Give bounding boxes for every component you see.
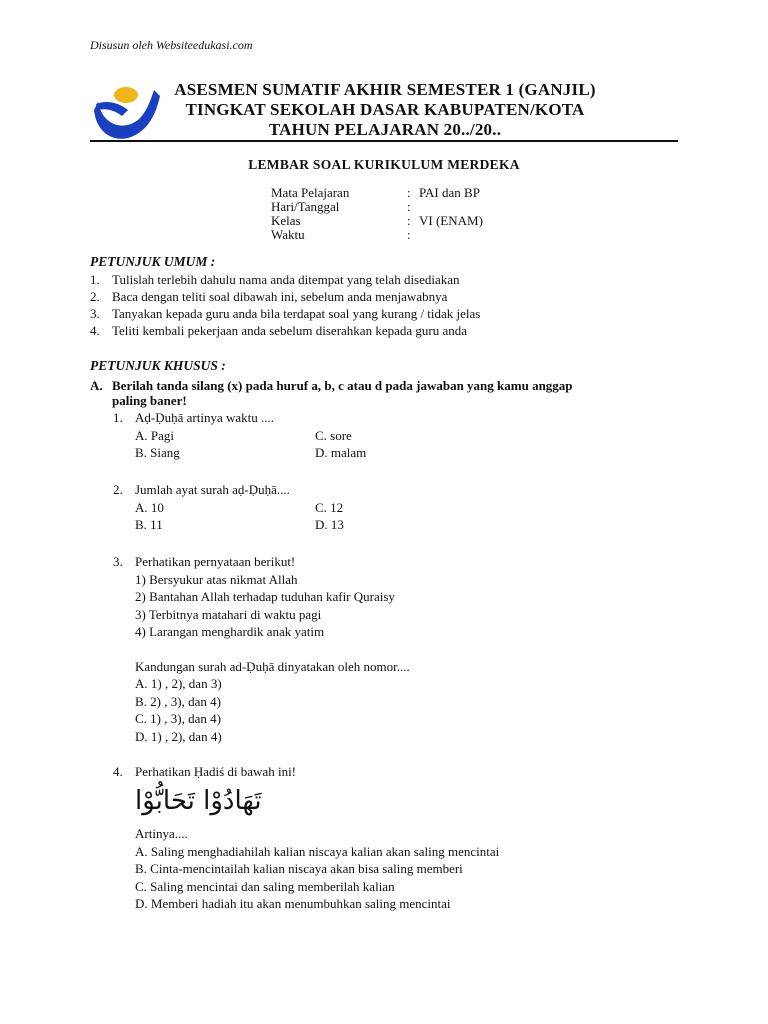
title-line-3: TAHUN PELAJARAN 20../20.. bbox=[268, 120, 502, 139]
section-a-text: Berilah tanda silang (x) pada huruf a, b, c atau d pada jawaban yang kamu anggap bbox=[112, 378, 573, 393]
general-instructions-heading: PETUNJUK UMUM : bbox=[90, 254, 216, 269]
question-3: 3. Perhatikan pernyataan berikut! 1) Bersyukur atas nikmat Allah 2) Bantahan Allah terhadap tuduhan kafir Quraisy 3) Terbitnya matahari di waktu pagi 4) Larangan menghardik anak yatim Kandungan surah ad-Ḍuḥā dinyatakan oleh nomor.... A. 1) , 2), dan 3) B. 2) , 3), dan 4) C. 1) , 3), dan 4) D. 1) , 2), dan 4) bbox=[113, 554, 410, 744]
info-row: Hari/Tanggal : bbox=[271, 199, 411, 214]
option[interactable]: B. Siang bbox=[135, 445, 180, 460]
info-label: Hari/Tanggal bbox=[271, 199, 340, 214]
option[interactable]: C. 12 bbox=[315, 499, 344, 515]
option[interactable]: A. 1) , 2), dan 3) bbox=[135, 676, 222, 691]
statement: 4) Larangan menghardik anak yatim bbox=[135, 624, 325, 639]
info-row: Mata Pelajaran : PAI dan BP bbox=[271, 185, 480, 200]
question-2: 2. Jumlah ayat surah aḍ-Ḍuḥā.... A. 10 C. 12 B. 11 D. 13 bbox=[113, 481, 495, 534]
list-item: 2. Baca dengan teliti soal dibawah ini, sebelum anda menjawabnya bbox=[90, 289, 448, 304]
question-prompt: Kandungan surah ad-Ḍuḥā dinyatakan oleh nomor.... bbox=[135, 658, 410, 674]
statement: 1) Bersyukur atas nikmat Allah bbox=[135, 571, 298, 587]
info-value: PAI dan BP bbox=[419, 185, 480, 200]
specific-instructions-heading: PETUNJUK KHUSUS : bbox=[90, 358, 226, 373]
sheet-title: LEMBAR SOAL KURIKULUM MERDEKA bbox=[248, 157, 520, 172]
info-row: Waktu : bbox=[271, 227, 411, 242]
header-divider bbox=[90, 140, 678, 142]
section-a-instruction bbox=[90, 378, 680, 408]
title-line-1: ASESMEN SUMATIF AKHIR SEMESTER 1 (GANJIL) bbox=[174, 80, 596, 99]
info-label: Mata Pelajaran bbox=[271, 185, 350, 200]
option[interactable]: C. Saling mencintai dan saling memberilah kalian bbox=[135, 878, 395, 894]
option[interactable]: D. malam bbox=[315, 445, 367, 460]
option[interactable]: C. sore bbox=[315, 427, 352, 443]
option[interactable]: B. 11 bbox=[135, 517, 163, 532]
info-row: Kelas : VI (ENAM) bbox=[271, 213, 483, 228]
option[interactable]: A. 10 bbox=[135, 499, 164, 515]
option[interactable]: B. Cinta-mencintailah kalian niscaya akan bisa saling memberi bbox=[135, 861, 463, 876]
list-item: 3. Tanyakan kepada guru anda bila terdapat soal yang kurang / tidak jelas bbox=[90, 306, 481, 321]
exam-title bbox=[150, 80, 620, 140]
arabic-hadith: تَهَادُوْا تَحَابُّوْا bbox=[135, 786, 262, 816]
exam-info bbox=[271, 186, 483, 242]
source-note: Disusun oleh Websiteedukasi.com bbox=[90, 38, 253, 52]
list-item: 4. Teliti kembali pekerjaan anda sebelum diserahkan kepada guru anda bbox=[90, 323, 467, 338]
statement: 3) Terbitnya matahari di waktu pagi bbox=[135, 606, 322, 622]
list-item: 1. Tulislah terlebih dahulu nama anda ditempat yang telah disediakan bbox=[90, 272, 460, 287]
question-1: 1. Aḍ-Ḍuḥā artinya waktu .... A. Pagi C. sore B. Siang D. malam bbox=[113, 409, 495, 462]
option[interactable]: A. Saling menghadiahilah kalian niscaya kalian akan saling mencintai bbox=[135, 843, 500, 859]
option[interactable]: B. 2) , 3), dan 4) bbox=[135, 693, 221, 709]
info-value: VI (ENAM) bbox=[419, 213, 483, 228]
question-4-options bbox=[135, 825, 695, 913]
question-prompt: Artinya.... bbox=[135, 826, 188, 841]
option[interactable]: D. Memberi hadiah itu akan menumbuhkan saling mencintai bbox=[135, 896, 451, 911]
option[interactable]: D. 1) , 2), dan 4) bbox=[135, 728, 222, 744]
question-4: 4. Perhatikan Ḥadiś di bawah ini! bbox=[113, 764, 297, 779]
section-a-text-cont: paling baner! bbox=[112, 393, 187, 408]
section-a-label: A. bbox=[90, 378, 103, 393]
statement: 2) Bantahan Allah terhadap tuduhan kafir Quraisy bbox=[135, 589, 395, 604]
general-instructions-list bbox=[90, 271, 690, 339]
option[interactable]: C. 1) , 3), dan 4) bbox=[135, 711, 221, 726]
option[interactable]: D. 13 bbox=[315, 517, 344, 532]
option[interactable]: A. Pagi bbox=[135, 427, 174, 443]
info-label: Waktu bbox=[271, 227, 305, 242]
info-label: Kelas bbox=[271, 213, 301, 228]
title-line-2: TINGKAT SEKOLAH DASAR KABUPATEN/KOTA bbox=[185, 100, 585, 119]
